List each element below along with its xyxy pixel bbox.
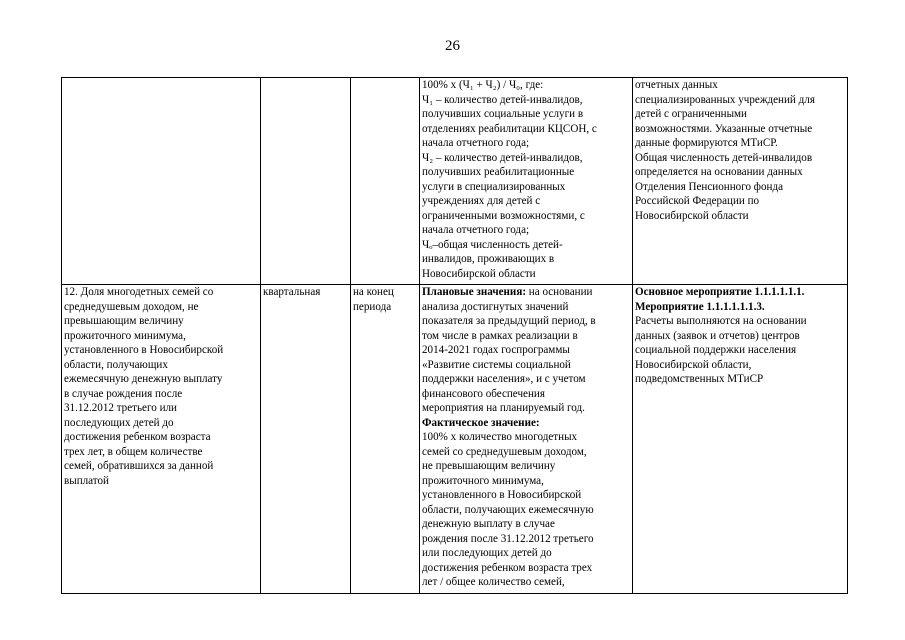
- cell-source: [633, 78, 848, 285]
- cell-indicator: [62, 285, 261, 594]
- source-line: Российской Федерации по: [635, 195, 760, 207]
- indicator-line: выплатой: [64, 474, 109, 487]
- formula-line: 100% х (Ч₁ + Ч₂) / Ч₀, где:: [422, 79, 544, 91]
- source-line: определяется на основании данных: [635, 166, 803, 178]
- formula-line: услуги в специализированных: [422, 180, 566, 193]
- planned-label: Плановые значения:: [422, 286, 527, 298]
- planned-first-rest: на основании: [526, 286, 593, 298]
- formula-line: Чₒ–общая численность детей-: [422, 238, 563, 251]
- source-line: данных (заявок и отчетов) центров: [635, 329, 800, 342]
- source-line: детей с ограниченными: [635, 108, 747, 120]
- source-line: данные формируются МТиСР.: [635, 137, 778, 149]
- formula-line: начала отчетного года;: [422, 137, 530, 149]
- formula-line: учреждениях для детей с: [422, 195, 541, 207]
- actual-line: достижения ребенком возраста трех: [422, 561, 593, 574]
- actual-line: области, получающих ежемесячную: [422, 503, 594, 516]
- source-line: отчетных данных: [635, 79, 718, 91]
- indicator-line: последующих детей до: [64, 416, 174, 429]
- formula-line: начала отчетного года;: [422, 224, 530, 236]
- table-row-continued: [62, 78, 848, 285]
- indicators-table: [61, 77, 848, 594]
- actual-line: семей со среднедушевым доходом,: [422, 445, 587, 458]
- cell-formula: [420, 78, 633, 285]
- formula-line: получивших реабилитационные: [422, 166, 575, 178]
- source-line: специализированных учреждений для: [635, 93, 815, 106]
- actual-line: установленного в Новосибирской: [422, 489, 582, 501]
- actual-label: Фактическое значение:: [422, 416, 540, 429]
- formula-line: получивших социальные услуги в: [422, 108, 584, 120]
- source-line: подведомственных МТиСР: [635, 373, 764, 385]
- source-line: социальной поддержки населения: [635, 344, 797, 356]
- indicator-line: 12. Доля многодетных семей со: [64, 286, 214, 298]
- planned-line: показателя за предыдущий период, в: [422, 315, 596, 327]
- indicator-line: установленного в Новосибирской: [64, 344, 224, 356]
- actual-line: 100% х количество многодетных: [422, 431, 578, 443]
- indicator-line: прожиточного минимума,: [64, 329, 186, 342]
- planned-line: «Развитие системы социальной: [422, 358, 571, 371]
- planned-first-line: [422, 285, 630, 300]
- planned-line: поддержки населения», и с учетом: [422, 373, 586, 385]
- source-line: Новосибирской области,: [635, 358, 752, 371]
- source-line: возможностями. Указанные отчетные: [635, 122, 813, 135]
- main-activity-line: Основное мероприятие 1.1.1.1.1.1.: [635, 286, 805, 298]
- planned-line: анализа достигнутых значений: [422, 300, 569, 313]
- cell-timing-empty: [351, 78, 420, 285]
- indicator-line: среднедушевым доходом, не: [64, 300, 199, 313]
- actual-line: не превышающим величину: [422, 460, 556, 472]
- cell-periodicity-empty: [261, 78, 351, 285]
- planned-line: 2014-2021 годах госпрограммы: [422, 344, 570, 356]
- indicator-line: семей, обратившихся за данной: [64, 460, 214, 472]
- planned-line: том числе в рамках реализации в: [422, 329, 578, 342]
- planned-line: финансового обеспечения: [422, 387, 545, 400]
- source-line: Новосибирской области: [635, 209, 749, 222]
- source-line: Общая численность детей-инвалидов: [635, 151, 813, 164]
- timing-line: на конец: [353, 286, 394, 298]
- formula-line: инвалидов, проживающих в: [422, 253, 555, 265]
- indicator-line: области, получающих: [64, 358, 168, 371]
- indicator-line: в случае рождения после: [64, 387, 183, 400]
- actual-line: лет / общее количество семей,: [422, 576, 565, 588]
- formula-line: Новосибирской области: [422, 267, 536, 280]
- indicator-line: достижения ребенком возраста: [64, 431, 211, 443]
- cell-periodicity: [261, 285, 351, 594]
- formula-line: ограниченными возможностями, с: [422, 209, 585, 222]
- cell-method: [420, 285, 633, 594]
- planned-line: мероприятия на планируемый год.: [422, 402, 585, 414]
- source-line: Отделения Пенсионного фонда: [635, 180, 784, 193]
- cell-indicator-empty: [62, 78, 261, 285]
- indicator-line: превышающим величину: [64, 315, 184, 327]
- page-number: 26: [445, 38, 460, 54]
- timing-line: периода: [353, 300, 392, 313]
- source-line: Расчеты выполняются на основании: [635, 315, 807, 327]
- activity-line: Мероприятие 1.1.1.1.1.1.3.: [635, 300, 765, 313]
- formula-line: Ч₁ – количество детей-инвалидов,: [422, 93, 583, 106]
- formula-line: Ч₂ – количество детей-инвалидов,: [422, 151, 583, 164]
- formula-line: отделениях реабилитации КЦСОН, с: [422, 122, 597, 135]
- indicator-line: ежемесячную денежную выплату: [64, 373, 223, 385]
- cell-source: [633, 285, 848, 594]
- indicator-line: 31.12.2012 третьего или: [64, 402, 177, 414]
- actual-line: прожиточного минимума,: [422, 474, 544, 487]
- actual-line: денежную выплату в случае: [422, 518, 555, 530]
- actual-line: или последующих детей до: [422, 547, 552, 559]
- actual-line: рождения после 31.12.2012 третьего: [422, 532, 594, 545]
- cell-timing: [351, 285, 420, 594]
- periodicity-text: квартальная: [263, 286, 321, 298]
- indicator-line: трех лет, в общем количестве: [64, 445, 203, 458]
- table-row-12: [62, 285, 848, 594]
